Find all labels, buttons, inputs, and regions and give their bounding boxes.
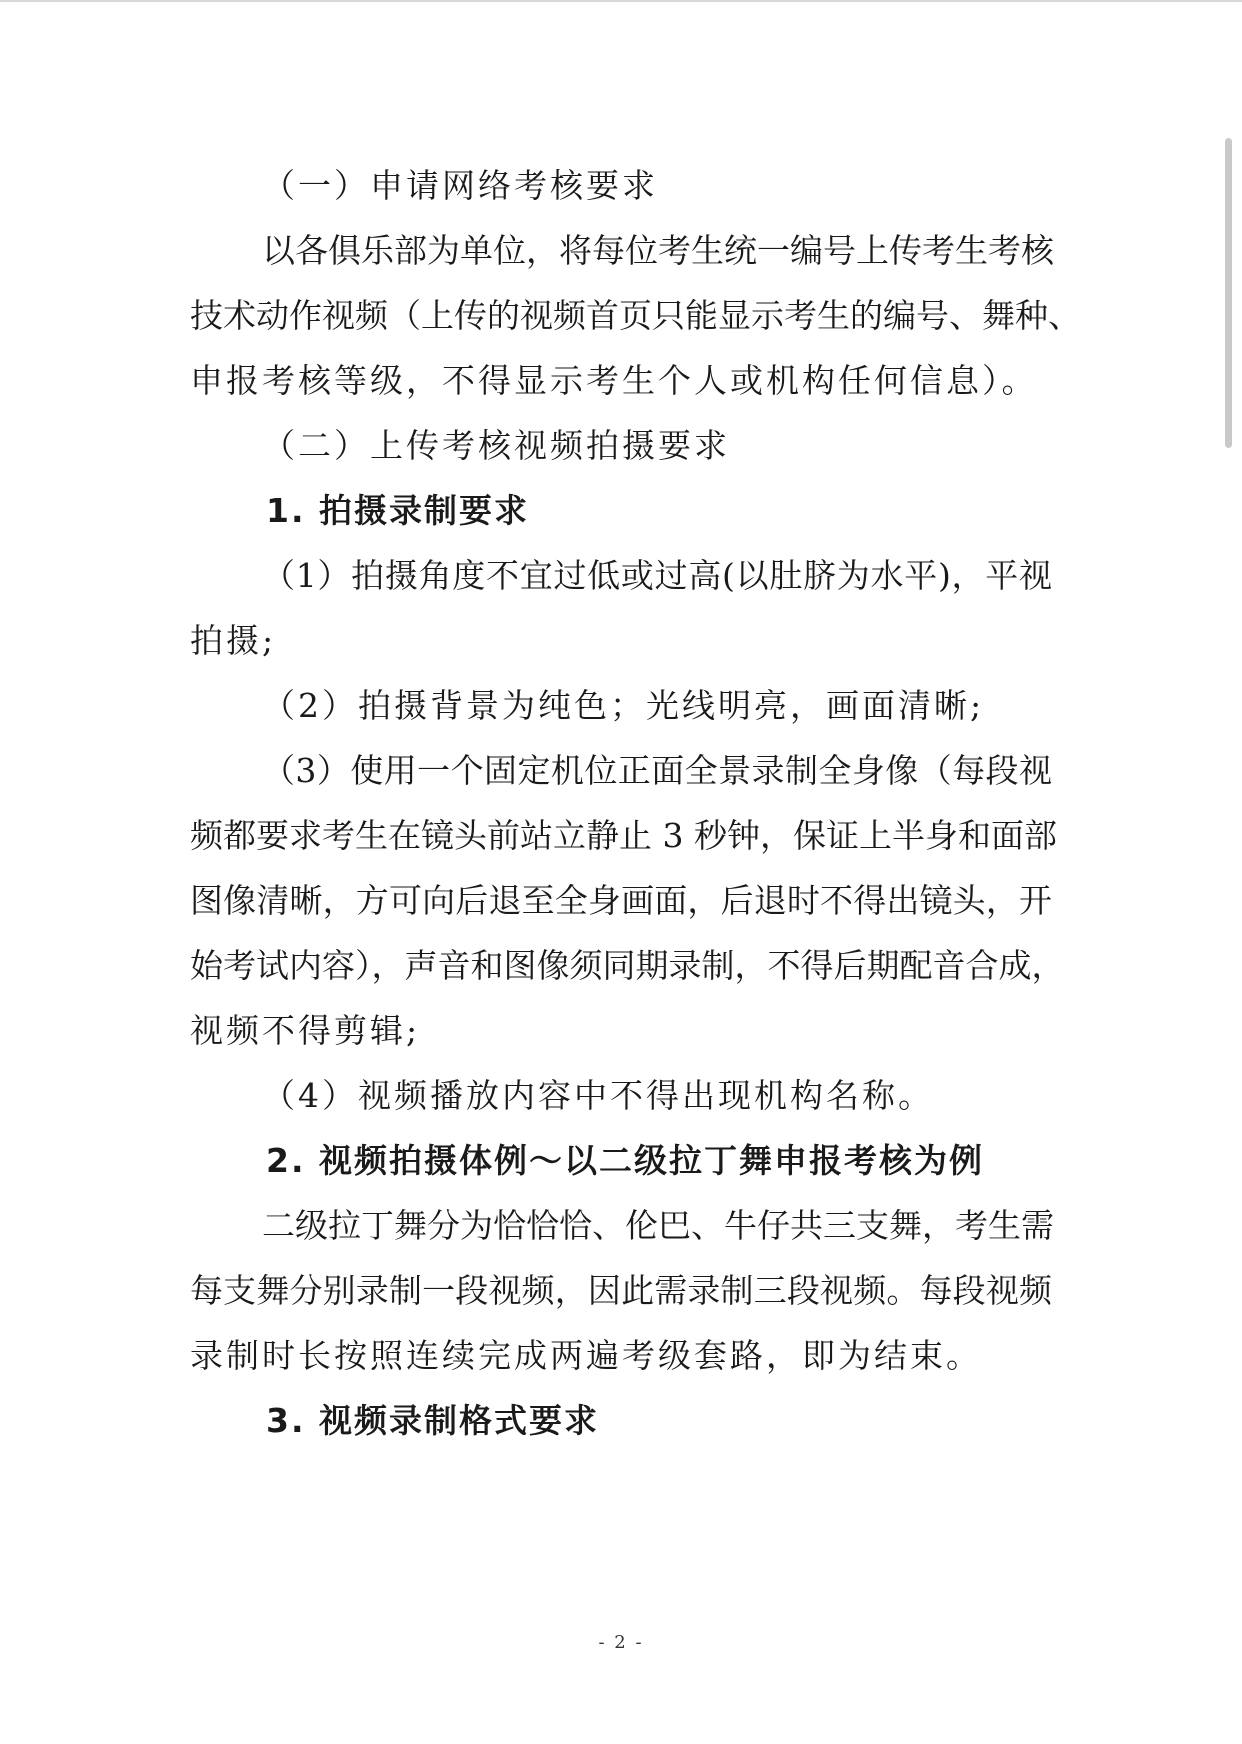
list-item-line: （4）视频播放内容中不得出现机构名称。 — [262, 1076, 934, 1115]
page-number: - 2 - — [598, 1632, 644, 1653]
list-item-line: （3）使用一个固定机位正面全景录制全身像（每段视 — [262, 751, 1052, 790]
paragraph-line: 二级拉丁舞分为恰恰恰、伦巴、牛仔共三支舞，考生需 — [262, 1206, 1054, 1245]
paragraph-line: 每支舞分别录制一段视频，因此需录制三段视频。每段视频 — [190, 1271, 1052, 1310]
section-heading-2: （二）上传考核视频拍摄要求 — [262, 426, 730, 465]
list-item-line: 拍摄; — [190, 621, 277, 660]
section-heading-1: （一）申请网络考核要求 — [262, 166, 658, 205]
subheading-1: 1. 拍摄录制要求 — [266, 491, 529, 530]
list-item-line: （1）拍摄角度不宜过低或过高(以肚脐为水平)，平视 — [262, 556, 1052, 595]
list-item-line: 始考试内容），声音和图像须同期录制，不得后期配音合成， — [190, 946, 1065, 985]
subheading-2: 2. 视频拍摄体例～以二级拉丁舞申报考核为例 — [266, 1141, 984, 1180]
list-item-line: 视频不得剪辑; — [190, 1011, 421, 1050]
paragraph-line: 技术动作视频（上传的视频首页只能显示考生的编号、舞种、 — [190, 296, 1081, 335]
list-item-line: 频都要求考生在镜头前站立静止 3 秒钟，保证上半身和面部 — [190, 816, 1057, 855]
list-item-line: （2）拍摄背景为纯色；光线明亮，画面清晰; — [262, 686, 985, 725]
page-top-border — [0, 0, 1242, 2]
subheading-3: 3. 视频录制格式要求 — [266, 1401, 599, 1440]
list-item-line: 图像清晰，方可向后退至全身画面，后退时不得出镜头，开 — [190, 881, 1052, 920]
paragraph-line: 申报考核等级，不得显示考生个人或机构任何信息）。 — [190, 361, 1038, 400]
paragraph-line: 录制时长按照连续完成两遍考级套路，即为结束。 — [190, 1336, 982, 1375]
paragraph-line: 以各俱乐部为单位，将每位考生统一编号上传考生考核 — [262, 231, 1054, 270]
